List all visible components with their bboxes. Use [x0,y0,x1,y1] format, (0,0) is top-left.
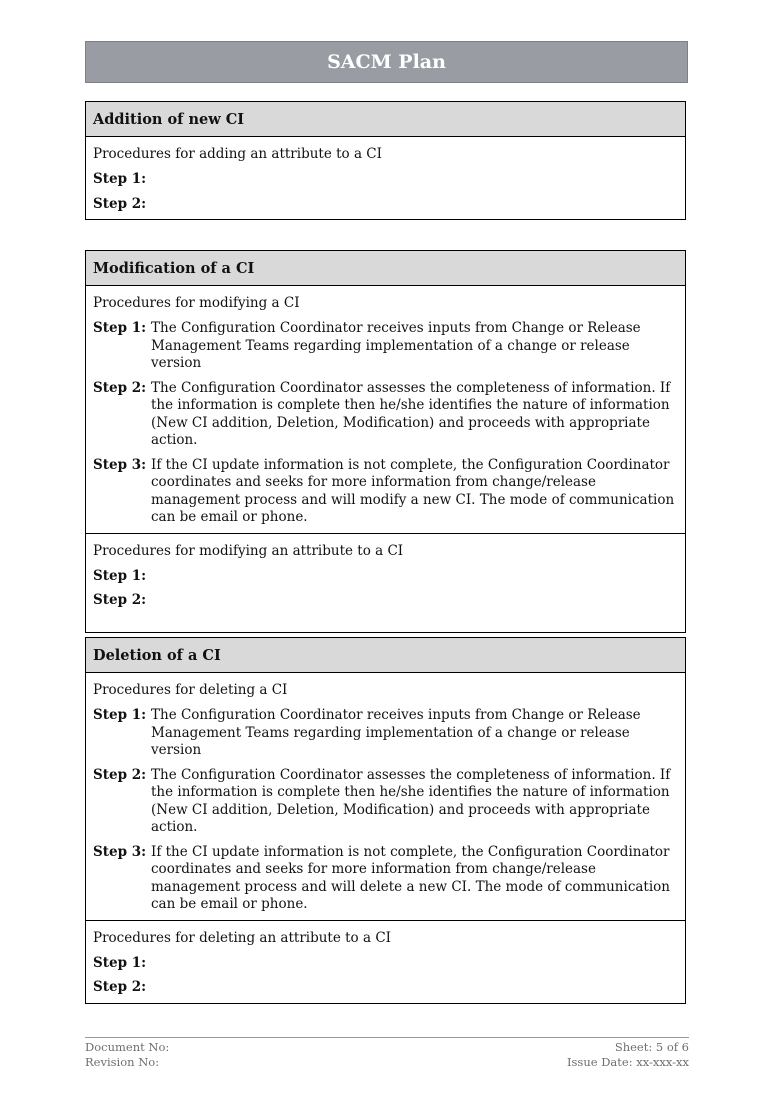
step-text: The Configuration Coordinator receives inputs from Change or Release Management Teams regarding implementation of a change or release version [151,707,641,758]
procedure-title: Procedures for modifying a CI [93,295,300,311]
step-row [93,320,678,373]
procedure-block [86,920,685,1003]
page-footer [85,1037,689,1070]
document-title: SACM Plan [85,41,688,83]
step-label: Step 1: [93,567,147,584]
step-row [93,171,678,189]
footer-row [85,1055,689,1070]
procedure-title: Procedures for adding an attribute to a CI [93,146,382,162]
step-label: Step 2: [93,766,147,783]
procedure-block [86,137,685,219]
step-label: Step 1: [93,707,147,723]
step-row [93,568,678,586]
step-text: If the CI update information is not complete, the Configuration Coordinator coordinates and seeks for more information from change/release management process and will delete a new CI. The mode of communication can be email or phone. [151,843,670,912]
procedure-block [86,533,685,632]
step-text [151,979,678,997]
section-heading: Deletion of a CI [86,638,685,673]
step-text [151,568,678,586]
section-modification [85,250,686,633]
procedure-title: Procedures for modifying an attribute to a CI [93,542,404,559]
step-row [93,457,678,527]
step-row [93,196,678,214]
step-row [93,979,678,997]
revision-number: Revision No: [85,1055,160,1069]
section-deletion [85,637,686,1004]
step-text [151,955,678,973]
section-addition [85,101,686,220]
step-label: Step 1: [93,954,147,971]
step-text [151,171,678,189]
procedure-block [86,286,685,533]
step-label: Step 1: [93,320,147,336]
footer-row [85,1040,689,1055]
step-label: Step 2: [93,979,147,995]
section-heading: Addition of new CI [86,102,685,137]
step-row [93,592,678,610]
step-label: Step 3: [93,843,147,860]
step-label: Step 2: [93,195,147,212]
step-row [93,380,678,450]
step-row [93,707,678,760]
step-text: The Configuration Coordinator assesses the completeness of information. If the information is complete then he/she identifies the nature of information (New CI addition, Deletion, Modification) and proceeds with appropriate action. [151,766,671,835]
step-label: Step 2: [93,592,147,608]
step-label: Step 1: [93,171,147,187]
step-label: Step 3: [93,456,147,473]
sheet-number: Sheet: 5 of 6 [614,1040,689,1054]
step-text: The Configuration Coordinator assesses the completeness of information. If the information is complete then he/she identifies the nature of information (New CI addition, Deletion, Modification) and proceeds with appropriate action. [151,379,671,448]
procedure-block [86,673,685,920]
document-number: Document No: [85,1040,170,1054]
step-text: If the CI update information is not complete, the Configuration Coordinator coordinates and seeks for more information from change/release management process and will modify a new CI. The mode of communication can be email or phone. [151,456,675,525]
step-row [93,767,678,837]
step-row [93,955,678,973]
step-label: Step 2: [93,379,147,396]
step-text [151,592,678,610]
step-row [93,844,678,914]
procedure-title: Procedures for deleting a CI [93,682,288,698]
issue-date: Issue Date: xx-xxx-xx [566,1055,689,1069]
procedure-title: Procedures for deleting an attribute to a CI [93,929,391,946]
step-text [151,196,678,214]
step-text: The Configuration Coordinator receives inputs from Change or Release Management Teams regarding implementation of a change or release version [151,320,641,371]
section-heading: Modification of a CI [86,251,685,286]
